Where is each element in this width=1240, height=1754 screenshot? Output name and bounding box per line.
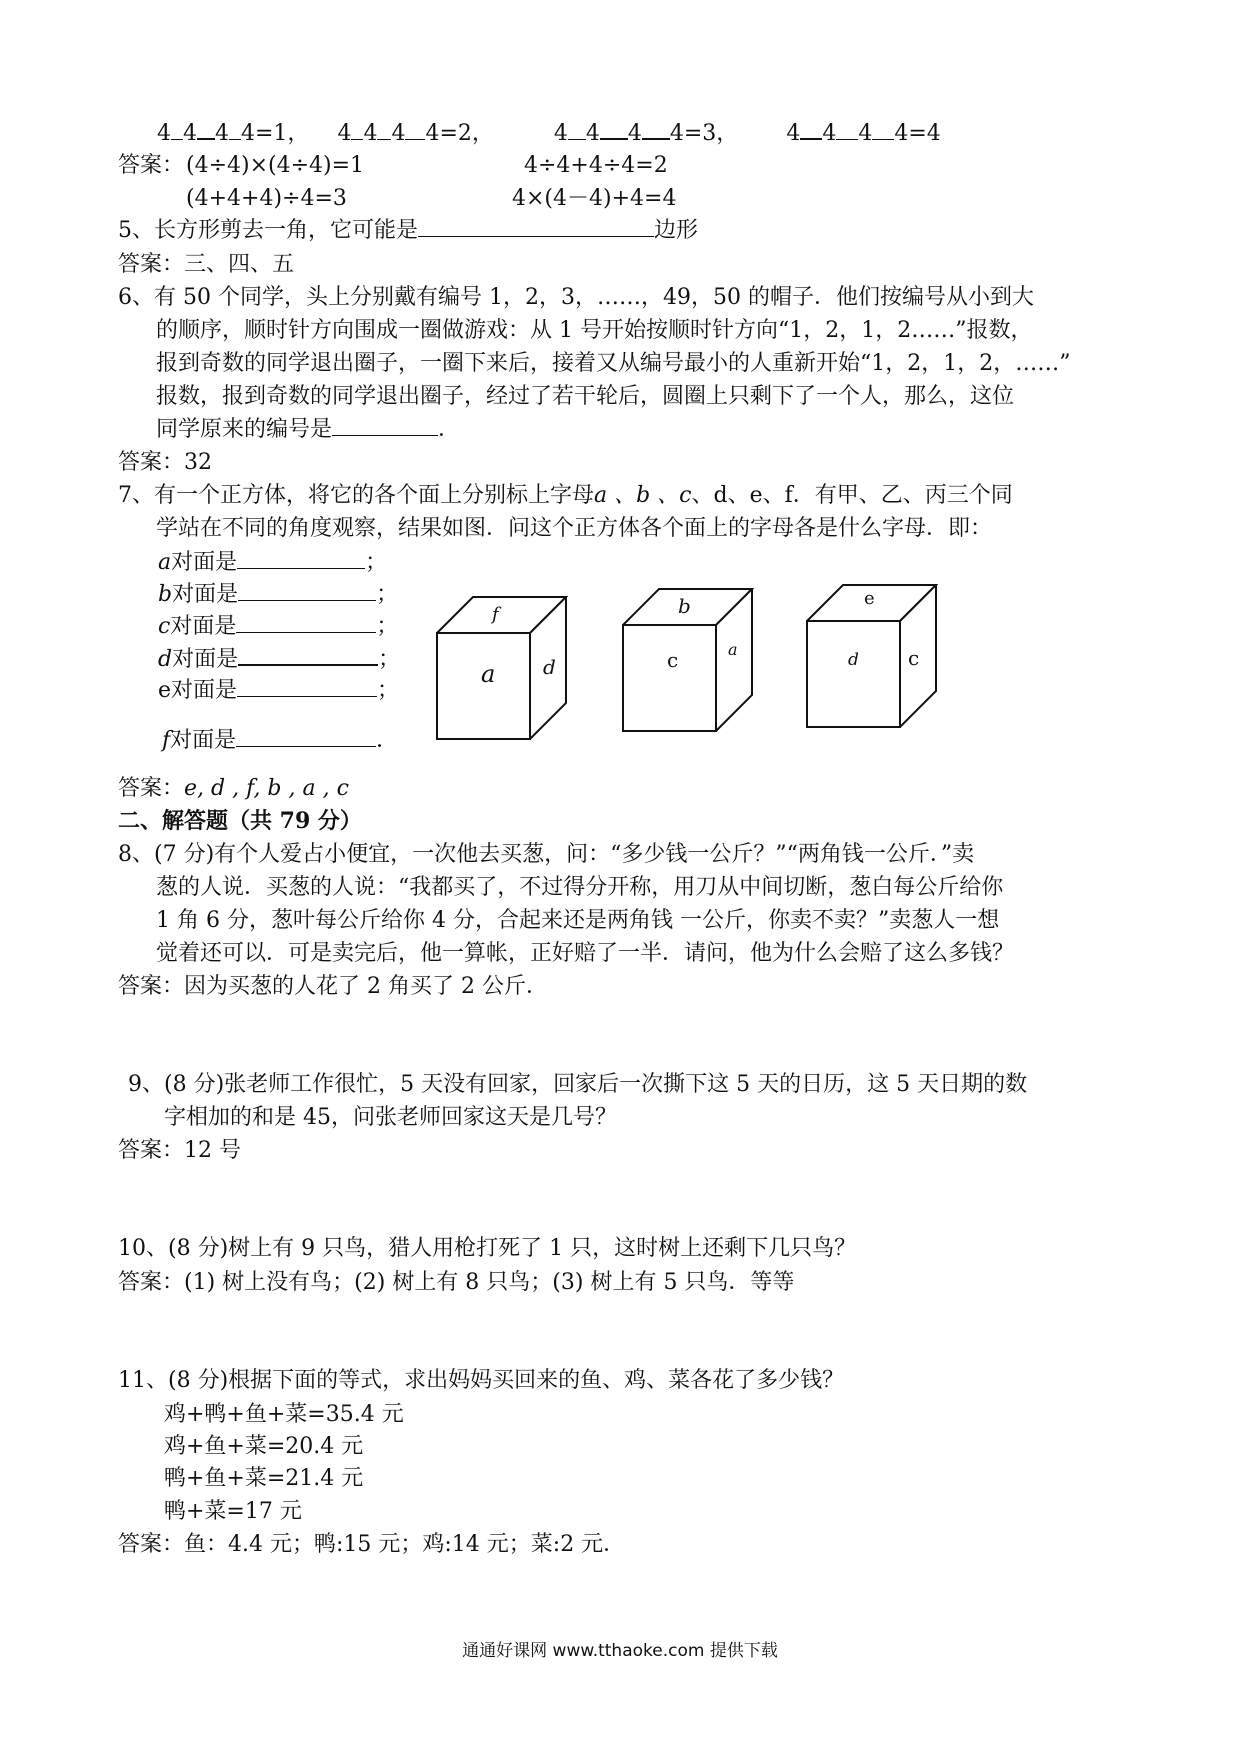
- question-5: [118, 216, 698, 246]
- opposite-row-a: [158, 548, 387, 578]
- cube-3-front-face: [807, 621, 900, 727]
- question-9-line2: 字相加的和是 45，问张老师回家这天是几号？: [164, 1105, 617, 1130]
- digit: 4: [858, 121, 873, 146]
- punct: ．: [376, 728, 399, 753]
- answer-label: 答案：: [118, 153, 185, 178]
- punct: ；: [377, 678, 400, 703]
- equation-2: 鸡+鱼+菜=20.4 元: [164, 1434, 364, 1459]
- question-8-line3: 1 角 6 分，葱叶每公斤给你 4 分，合起来还是两角钱 一公斤，你卖不卖？”卖葱人一想: [156, 908, 1000, 933]
- opposite-row-b: [158, 580, 398, 610]
- punct: ．: [438, 417, 461, 442]
- digit: 4: [241, 121, 255, 146]
- answer-blank: [332, 415, 438, 436]
- question-suffix: 边形: [654, 218, 699, 243]
- digit: 4: [669, 121, 684, 146]
- punct: ；: [378, 647, 401, 672]
- answer-blank: [418, 216, 654, 237]
- question-text: 5、长方形剪去一角，它可能是: [118, 218, 418, 243]
- row-text: 对面是: [171, 550, 238, 575]
- digit: 4: [425, 121, 440, 146]
- cube-1-side-label: d: [543, 655, 556, 679]
- digit: 4: [553, 121, 568, 146]
- cube-1-top-label: f: [492, 604, 499, 625]
- row-text: 对面是: [171, 678, 238, 703]
- answer-blank: [236, 726, 376, 747]
- question-7-line2: 学站在不同的角度观察，结果如图．问这个正方体各个面上的字母各是什么字母．即：: [156, 516, 993, 541]
- equation-4: 鸭+菜=17 元: [164, 1499, 302, 1524]
- answer-6: 答案：32: [118, 450, 212, 475]
- digit: 4: [391, 121, 406, 146]
- blank: [351, 119, 363, 140]
- face-letter: d: [158, 647, 173, 672]
- equation-3: 鸭+鱼+菜=21.4 元: [164, 1466, 364, 1491]
- answer-eq-1: (4÷4)×(4÷4)=1: [186, 153, 365, 178]
- cube-3-top-label: e: [864, 588, 875, 609]
- blank: [377, 119, 391, 140]
- cube-2-side-label: a: [728, 640, 738, 659]
- face-letters: a 、b 、c: [594, 483, 692, 508]
- blank: [872, 119, 894, 140]
- answer-blank: [238, 644, 378, 666]
- answer-eq-3: (4+4+4)÷4=3: [186, 186, 347, 211]
- answer-10: 答案：(1) 树上没有鸟；(2) 树上有 8 只鸟；(3) 树上有 5 只鸟．等等: [118, 1270, 795, 1295]
- opposite-row-d: [158, 644, 400, 675]
- digit: 4: [363, 121, 378, 146]
- question-8-line2: 葱的人说．买葱的人说：“我都买了，不过得分开称，用刀从中间切断，葱白每公斤给你: [156, 875, 1004, 900]
- digit: 4: [183, 121, 197, 146]
- punct: ；: [376, 582, 399, 607]
- equation-1: 鸡+鸭+鱼+菜=35.4 元: [164, 1402, 404, 1427]
- answer-7: [118, 774, 349, 804]
- answer-5: 答案：三、四、五: [118, 252, 295, 277]
- footer-credit: 通通好课网 www.tthaoke.com 提供下载: [462, 1641, 778, 1661]
- question-6-line5: [156, 415, 460, 445]
- digit: 4: [894, 121, 909, 146]
- digit: 4: [337, 121, 352, 146]
- face-letter: b: [158, 582, 173, 607]
- question-6-line2: 的顺序，顺时针方向围成一圈做游戏：从 1 号开始按顺时针方向“1，2，1，2……”报数，: [156, 318, 1033, 343]
- row-text: 对面是: [170, 728, 237, 753]
- question-6-line3: 报到奇数的同学退出圈子，一圈下来后，接着又从编号最小的人重新开始“1，2，1，2，……”: [156, 351, 1071, 376]
- question-10-line1: 10、(8 分)树上有 9 只鸟，猎人用枪打死了 1 只，这时树上还剩下几只鸟？: [118, 1236, 857, 1261]
- blank: [197, 118, 215, 140]
- question-text: 7、有一个正方体，将它的各个面上分别标上字母: [118, 483, 594, 508]
- question-text: 、d、e、f．有甲、乙、丙三个同: [691, 483, 1013, 508]
- answer-11: 答案：鱼：4.4 元；鸭:15 元；鸡:14 元；菜:2 元．: [118, 1532, 626, 1557]
- answer-eq-2: 4÷4+4÷4=2: [524, 153, 668, 178]
- answer-8: 答案：因为买葱的人花了 2 角买了 2 公斤．: [118, 974, 548, 999]
- opposite-row-f: [162, 726, 398, 756]
- face-letter: f: [162, 728, 171, 753]
- answer-blank: [238, 580, 376, 601]
- blank: [642, 118, 670, 140]
- section-heading: 二、解答题（共 79 分）: [118, 808, 362, 834]
- blank: [800, 118, 822, 140]
- answer-value: e, d , f, b , a , c: [184, 776, 349, 801]
- result: =1，: [255, 121, 310, 146]
- digit: 4: [157, 121, 171, 146]
- answer-blank: [237, 548, 365, 569]
- digit: 4: [627, 121, 642, 146]
- blank: [405, 119, 425, 140]
- question-9-line1: 9、(8 分)张老师工作很忙，5 天没有回家，回家后一次撕下这 5 天的日历，这 5 天日期的数: [128, 1072, 1028, 1097]
- blank: [229, 119, 241, 140]
- answer-blank: [237, 676, 377, 697]
- cube-1-front-label: a: [481, 660, 496, 688]
- opposite-row-e: [158, 676, 399, 706]
- question-6-line4: 报数，报到奇数的同学退出圈子，经过了若干轮后，圆圈上只剩下了一个人，那么，这位: [156, 384, 1015, 409]
- question-8-line4: 觉着还可以．可是卖完后，他一算帐，正好赔了一半．请问，他为什么会赔了这么多钱？: [156, 941, 1015, 966]
- row-text: 对面是: [170, 614, 237, 639]
- opposite-row-c: [158, 612, 398, 642]
- punct: ；: [365, 550, 388, 575]
- punct: ；: [376, 614, 399, 639]
- face-letter: e: [158, 678, 172, 703]
- face-letter: a: [158, 550, 172, 575]
- answer-9: 答案：12 号: [118, 1138, 241, 1163]
- face-letter: c: [158, 614, 171, 639]
- digit: 4: [215, 121, 229, 146]
- answer-label: 答案：: [118, 776, 185, 801]
- row-text: 对面是: [172, 582, 239, 607]
- question-8-line1: 8、(7 分)有个人爱占小便宜，一次他去买葱，问：“多少钱一公斤？”“两角钱一公斤．”卖: [118, 842, 975, 867]
- answer-eq-4: 4×(4－4)+4=4: [512, 186, 677, 211]
- result: =4: [908, 121, 941, 146]
- question-7-line1: [118, 481, 1013, 511]
- blank: [836, 119, 858, 140]
- question-11-line1: 11、(8 分)根据下面的等式，求出妈妈买回来的鱼、鸡、菜各花了多少钱？: [118, 1368, 845, 1393]
- result: =3，: [683, 121, 739, 146]
- digit: 4: [585, 121, 600, 146]
- blank: [171, 119, 183, 140]
- cube-2-top-label: b: [678, 594, 691, 618]
- cube-2-front-face: [623, 625, 716, 731]
- digit: 4: [786, 121, 801, 146]
- result: =2，: [439, 121, 494, 146]
- blank: [600, 118, 628, 140]
- answer-blank: [236, 612, 376, 633]
- cube-2-front-label: c: [667, 648, 679, 672]
- blank: [568, 119, 586, 140]
- cube-3-side-label: c: [908, 646, 920, 670]
- equation-row: [157, 118, 941, 149]
- question-text: 同学原来的编号是: [156, 417, 333, 442]
- digit: 4: [822, 121, 837, 146]
- question-6-line1: 6、有 50 个同学，头上分别戴有编号 1，2，3，……，49，50 的帽子．他们按编号从小到大: [118, 285, 1034, 310]
- cube-3-front-label: d: [848, 650, 859, 670]
- row-text: 对面是: [172, 647, 239, 672]
